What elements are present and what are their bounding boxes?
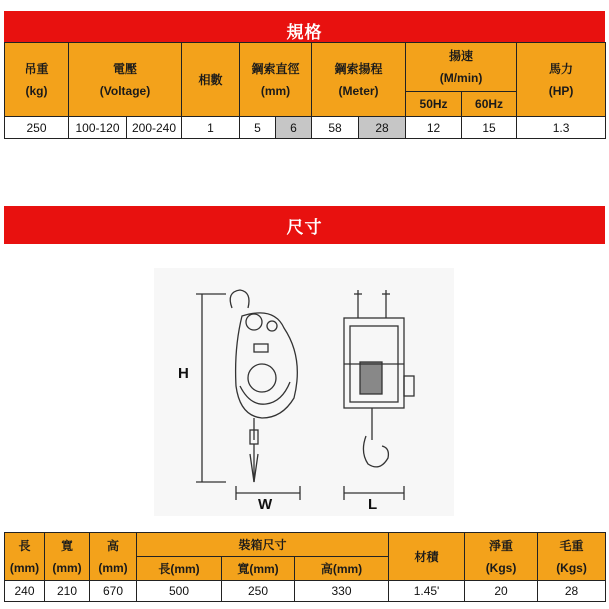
header-gross-weight: 毛重 (Kgs) — [538, 533, 606, 581]
value-box-width: 250 — [222, 581, 295, 602]
value-width: 210 — [45, 581, 90, 602]
value-horsepower: 1.3 — [517, 117, 606, 139]
value-height: 670 — [90, 581, 137, 602]
spec-table — [4, 42, 606, 139]
header-speed: 揚速 (M/min) — [406, 43, 517, 92]
value-phase: 1 — [182, 117, 240, 139]
header-box-height: 高(mm) — [295, 557, 389, 581]
value-length: 240 — [5, 581, 45, 602]
dimension-title-banner — [4, 206, 605, 244]
header-box-width: 寬(mm) — [222, 557, 295, 581]
value-rope-length-b: 28 — [359, 117, 406, 139]
height-label: H — [178, 365, 189, 382]
hoist-dimension-drawing — [154, 268, 454, 516]
header-speed-50hz: 50Hz — [406, 92, 462, 117]
header-phase: 相數 — [182, 43, 240, 117]
header-length: 長 (mm) — [5, 533, 45, 581]
value-voltage-low: 100-120 — [69, 117, 127, 139]
pack-header-row — [5, 533, 606, 557]
length-label: L — [368, 496, 378, 513]
dimension-title: 尺寸 — [286, 217, 323, 237]
header-rope-length: 鋼索揚程 (Meter) — [312, 43, 406, 117]
hoist-side-hook — [363, 436, 388, 467]
header-voltage: 電壓 (Voltage) — [69, 43, 182, 117]
header-height: 高 (mm) — [90, 533, 137, 581]
header-box-size: 裝箱尺寸 — [137, 533, 389, 557]
header-rope-diameter: 鋼索直徑 (mm) — [240, 43, 312, 117]
header-box-length: 長(mm) — [137, 557, 222, 581]
value-voltage-high: 200-240 — [127, 117, 182, 139]
hoist-front-body — [236, 313, 298, 418]
value-speed-60hz: 15 — [462, 117, 517, 139]
header-material: 材積 — [389, 533, 465, 581]
header-net-weight: 淨重 (Kgs) — [465, 533, 538, 581]
hoist-drawing-svg — [154, 268, 454, 516]
header-load: 吊重 (kg) — [5, 43, 69, 117]
header-speed-60hz: 60Hz — [462, 92, 517, 117]
pack-value-row — [5, 581, 606, 602]
value-net-weight: 20 — [465, 581, 538, 602]
width-label: W — [258, 496, 273, 513]
value-rope-length-a: 58 — [312, 117, 359, 139]
value-material: 1.45' — [389, 581, 465, 602]
header-horsepower: 馬力 (HP) — [517, 43, 606, 117]
hoist-top-hook — [230, 290, 249, 308]
value-box-height: 330 — [295, 581, 389, 602]
spec-header-row — [5, 43, 606, 92]
value-box-length: 500 — [137, 581, 222, 602]
value-speed-50hz: 12 — [406, 117, 462, 139]
value-load: 250 — [5, 117, 69, 139]
value-rope-diameter-b: 6 — [276, 117, 312, 139]
value-gross-weight: 28 — [538, 581, 606, 602]
value-rope-diameter-a: 5 — [240, 117, 276, 139]
spec-value-row — [5, 117, 606, 139]
spec-title: 規格 — [286, 22, 323, 42]
header-width: 寬 (mm) — [45, 533, 90, 581]
pack-table — [4, 532, 606, 602]
